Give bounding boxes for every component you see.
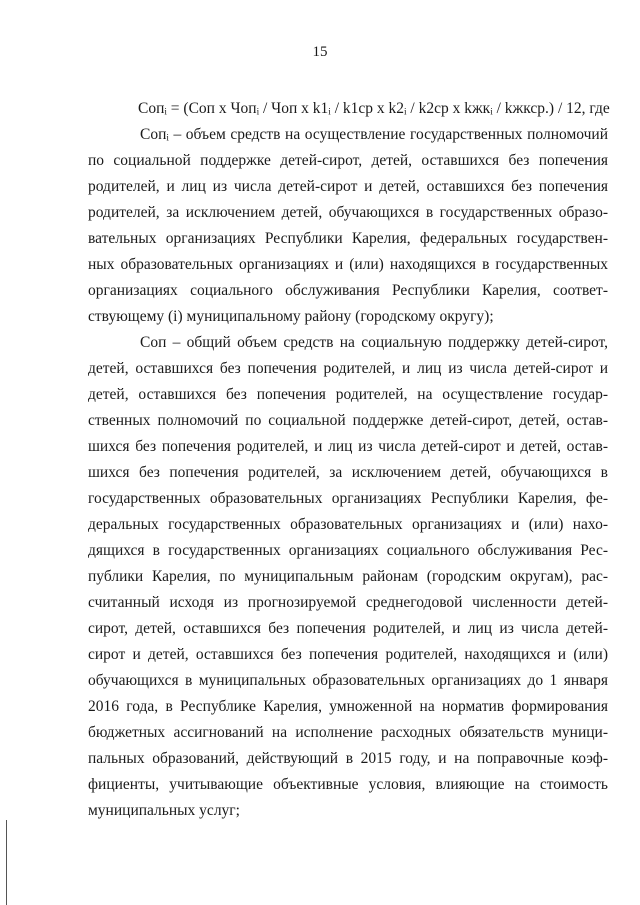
paragraph-2-line: сирот, детей, оставшихся без попечения родителей, и лиц из числа детей- — [88, 620, 608, 637]
paragraph-1-line: Сопᵢ – объем средств на осуществление государственных полномочий — [140, 126, 608, 143]
paragraph-2-line: обучающихся в муниципальных образовательных организациях до 1 января — [88, 672, 608, 689]
paragraph-1 — [88, 122, 608, 330]
paragraph-2-line: муниципальных услуг; — [88, 802, 240, 819]
paragraph-1-line: организациях социального обслуживания Республики Карелия, соответ- — [88, 282, 608, 299]
paragraph-2-line: пальных образований, действующий в 2015 году, и на поправочные коэф- — [88, 750, 608, 767]
paragraph-1-line: вательных организациях Республики Карелия, федеральных государствен- — [88, 230, 608, 247]
paragraph-1-line: по социальной поддержке детей-сирот, детей, оставшихся без попечения — [88, 152, 608, 169]
paragraph-1-line: ствующему (i) муниципальному району (городскому округу); — [88, 308, 494, 325]
paragraph-2-line: шихся без попечения родителей, за исключением детей, обучающихся в — [88, 464, 608, 481]
paragraph-2-line: ственных полномочий по социальной поддержке детей-сирот, детей, остав- — [88, 412, 608, 429]
paragraph-2-line: детей, оставшихся без попечения родителей, и лиц из числа детей-сирот и — [88, 360, 608, 377]
scan-edge-line — [6, 820, 7, 905]
paragraph-2-line: 2016 года, в Республике Карелия, умноженной на норматив формирования — [88, 698, 608, 715]
paragraph-2-line: бюджетных ассигнований на исполнение расходных обязательств муници- — [88, 724, 608, 741]
paragraph-2-line: детей, оставшихся без попечения родителей, на осуществление государ- — [88, 386, 608, 403]
formula-line: Сопᵢ = (Соп х Чопᵢ / Чоп х k1ᵢ / k1ср х k2ᵢ / k2ср х kжкᵢ / kжкср.) / 12, где — [138, 100, 610, 117]
paragraph-2 — [88, 330, 608, 824]
paragraph-2-line: деральных государственных образовательных организациях и (или) нахо- — [88, 516, 608, 533]
paragraph-2-line: считанный исходя из прогнозируемой среднегодовой численности детей- — [88, 594, 608, 611]
paragraph-2-line: сирот и детей, оставшихся без попечения родителей, находящихся и (или) — [88, 646, 608, 663]
paragraph-2-line: государственных образовательных организациях Республики Карелия, фе- — [88, 490, 608, 507]
paragraph-2-line: публики Карелия, по муниципальным районам (городским округам), рас- — [88, 568, 608, 585]
paragraph-2-line: Соп – общий объем средств на социальную поддержку детей-сирот, — [140, 334, 608, 351]
paragraph-2-line: фициенты, учитывающие объективные условия, влияющие на стоимость — [88, 776, 608, 793]
paragraph-2-line: дящихся в государственных организациях социального обслуживания Рес- — [88, 542, 608, 559]
paragraph-1-line: ных образовательных организациях и (или) находящихся в государственных — [88, 256, 608, 273]
paragraph-1-line: родителей, и лиц из числа детей-сирот и детей, оставшихся без попечения — [88, 178, 608, 195]
paragraph-2-line: шихся без попечения родителей, и лиц из числа детей-сирот и детей, остав- — [88, 438, 608, 455]
paragraph-1-line: родителей, за исключением детей, обучающихся в государственных образо- — [88, 204, 608, 221]
page-number: 15 — [312, 44, 328, 60]
body-text — [88, 96, 608, 824]
